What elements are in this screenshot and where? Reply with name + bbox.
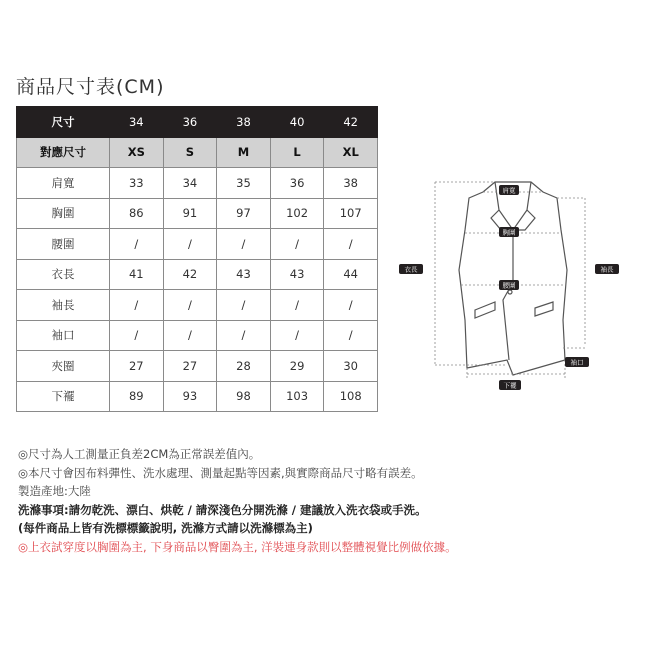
table-subheader-row	[17, 137, 378, 168]
table-cell: 102	[270, 198, 324, 229]
table-cell: 89	[110, 381, 164, 412]
table-cell: 43	[270, 259, 324, 290]
table-cell: 袖口	[17, 320, 110, 351]
table-cell: 103	[270, 381, 324, 412]
table-cell: /	[324, 229, 378, 260]
table-cell: /	[270, 320, 324, 351]
table-row	[17, 168, 378, 199]
table-cell: 30	[324, 351, 378, 382]
table-cell: /	[324, 290, 378, 321]
table-cell: /	[110, 229, 164, 260]
table-row	[17, 320, 378, 351]
table-row	[17, 259, 378, 290]
table-cell: /	[163, 290, 217, 321]
table-cell: /	[217, 229, 271, 260]
size-table	[16, 106, 378, 412]
table-cell: 27	[163, 351, 217, 382]
label-waist-text: 腰圍	[502, 281, 516, 290]
table-cell: /	[110, 290, 164, 321]
table-cell: S	[163, 137, 217, 168]
table-row	[17, 229, 378, 260]
table-cell: 42	[324, 107, 378, 138]
table-cell: 對應尺寸	[17, 137, 110, 168]
table-cell: 98	[217, 381, 271, 412]
table-cell: 91	[163, 198, 217, 229]
table-cell: 衣長	[17, 259, 110, 290]
table-cell: 肩寬	[17, 168, 110, 199]
table-cell: 36	[163, 107, 217, 138]
table-cell: 97	[217, 198, 271, 229]
table-cell: 34	[163, 168, 217, 199]
table-cell: 35	[217, 168, 271, 199]
label-sleeve-text: 袖長	[600, 265, 614, 274]
table-cell: 袖長	[17, 290, 110, 321]
table-cell: 29	[270, 351, 324, 382]
note-2: ◎本尺寸會因布料彈性、洗水處理、測量起點等因素,與實際商品尺寸略有誤差。	[18, 465, 423, 480]
table-cell: XS	[110, 137, 164, 168]
table-header-row	[17, 107, 378, 138]
table-cell: /	[324, 320, 378, 351]
table-cell: 108	[324, 381, 378, 412]
table-cell: /	[270, 229, 324, 260]
table-cell: 下襬	[17, 381, 110, 412]
table-row	[17, 198, 378, 229]
table-cell: 34	[110, 107, 164, 138]
table-cell: 107	[324, 198, 378, 229]
label-cuff-text: 袖口	[570, 358, 584, 367]
table-cell: 33	[110, 168, 164, 199]
table-cell: 28	[217, 351, 271, 382]
table-cell: /	[270, 290, 324, 321]
table-row	[17, 351, 378, 382]
table-cell: 尺寸	[17, 107, 110, 138]
table-cell: /	[110, 320, 164, 351]
table-cell: 27	[110, 351, 164, 382]
label-shoulder-text: 肩寬	[502, 186, 516, 195]
table-cell: 夾圈	[17, 351, 110, 382]
care-label-note: (每件商品上皆有洗標標籤說明, 洗滌方式請以洗滌標為主)	[18, 521, 313, 536]
table-cell: XL	[324, 137, 378, 168]
label-length-text: 衣長	[404, 265, 418, 274]
note-1: ◎尺寸為人工測量正負差2CM為正常誤差值內。	[18, 447, 261, 461]
page-title: 商品尺寸表(CM)	[16, 76, 165, 98]
table-cell: /	[217, 320, 271, 351]
table-cell: 38	[217, 107, 271, 138]
table-cell: 38	[324, 168, 378, 199]
notes-block	[18, 445, 457, 557]
table-row	[17, 290, 378, 321]
table-cell: M	[217, 137, 271, 168]
label-chest-text: 胸圍	[502, 228, 516, 237]
table-cell: 41	[110, 259, 164, 290]
table-cell: 40	[270, 107, 324, 138]
garment-diagram	[395, 170, 635, 404]
table-cell: 36	[270, 168, 324, 199]
table-cell: 86	[110, 198, 164, 229]
fit-note: ◎上衣試穿度以胸圍為主, 下身商品以臀圍為主, 洋裝連身款則以整體視覺比例做依據。	[18, 539, 457, 554]
table-cell: /	[163, 229, 217, 260]
table-cell: /	[217, 290, 271, 321]
care-instructions: 洗滌事項:請勿乾洗、漂白、烘乾 / 請深淺色分開洗滌 / 建議放入洗衣袋或手洗。	[18, 502, 427, 517]
table-cell: L	[270, 137, 324, 168]
table-cell: 42	[163, 259, 217, 290]
table-cell: 胸圍	[17, 198, 110, 229]
note-origin: 製造產地:大陸	[18, 484, 91, 499]
label-hem-text: 下襬	[503, 381, 517, 390]
vest-outline	[459, 182, 567, 375]
vest-illustration	[395, 170, 635, 400]
table-cell: 43	[217, 259, 271, 290]
table-cell: 44	[324, 259, 378, 290]
table-cell: 腰圍	[17, 229, 110, 260]
table-row	[17, 381, 378, 412]
table-cell: 93	[163, 381, 217, 412]
table-cell: /	[163, 320, 217, 351]
